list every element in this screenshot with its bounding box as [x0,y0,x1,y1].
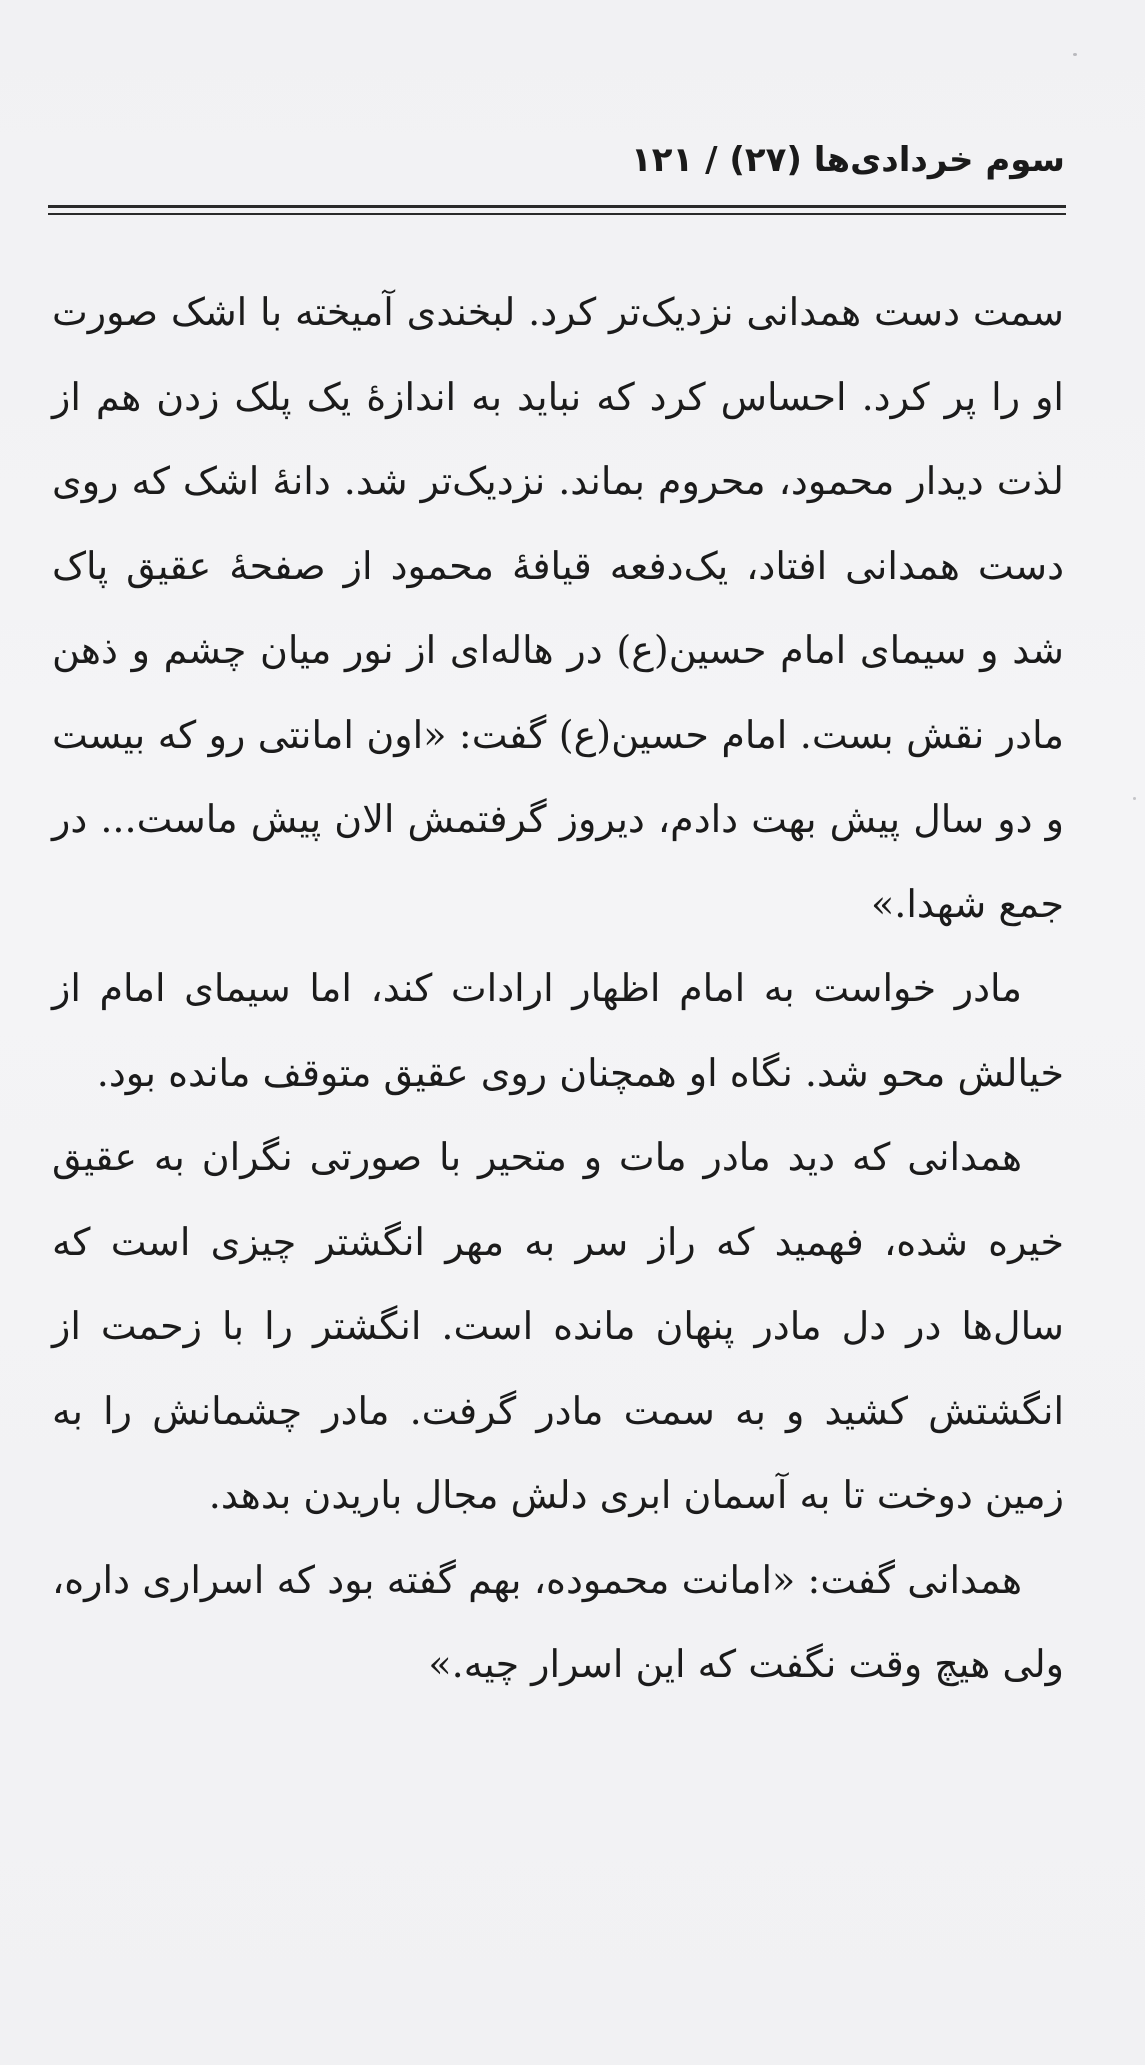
paper-speck [1073,53,1077,56]
running-header: سوم خردادی‌ها (۲۷) / ۱۲۱ [630,140,1065,180]
header-rule-thin [48,213,1066,215]
paragraph: مادر خواست به امام اظهار ارادات کند، اما سیمای امام از خیالش محو شد. نگاه او همچنان روی عقیق متوقف مانده بود. [52,966,1064,1095]
paper-speck [1133,797,1136,800]
paragraph: همدانی که دید مادر مات و متحیر با صورتی نگران به عقیق خیره شده، فهمید که راز سر به مهر انگشتر چیزی است که سال‌ها در دل مادر پنهان مانده است. انگشتر را با زحمت از انگشتش کشید و به سمت مادر گرفت. مادر چشمانش را به زمین دوخت تا به آسمان ابری دلش مجال باریدن بدهد. [52,1135,1064,1517]
header-rule-thick [48,205,1066,208]
body-text [52,270,1064,1707]
paragraph: همدانی گفت: «امانت محموده، بهم گفته بود که اسراری داره، ولی هیچ وقت نگفت که این اسرار چیه.» [52,1557,1064,1686]
paragraph: سمت دست همدانی نزدیک‌تر کرد. لبخندی آمیخته با اشک صورت او را پر کرد. احساس کرد که نباید به اندازهٔ یک پلک زدن هم از لذت دیدار محمود، محروم بماند. نزدیک‌تر شد. دانهٔ اشک که روی دست همدانی افتاد، یک‌دفعه قیافهٔ محمود از صفحهٔ عقیق پاک شد و سیمای امام حسین(ع) در هاله‌ای از نور میان چشم و ذهن مادر نقش بست. امام حسین(ع) گفت: «اون امانتی رو که بیست و دو سال پیش بهت دادم، دیروز گرفتمش الان پیش ماست... در جمع شهدا.» [52,290,1064,926]
